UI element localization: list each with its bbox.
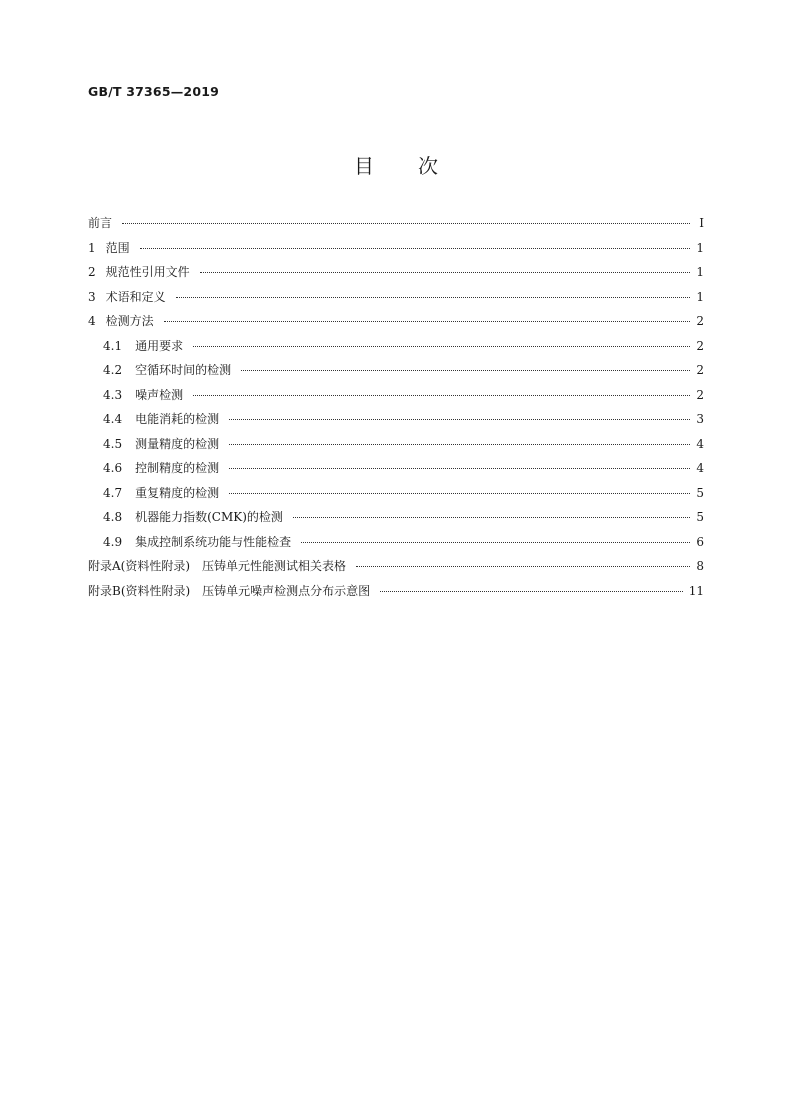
document-code: GB/T 37365—2019 (88, 84, 220, 99)
toc-entry-label: 规范性引用文件 (105, 265, 190, 279)
toc-entry-number: 1 (88, 240, 96, 255)
toc-entry-page: 6 (696, 534, 704, 549)
toc-dot-leader (293, 517, 690, 518)
toc-entry-page: 2 (696, 387, 704, 402)
toc-entry-label: 附录B(资料性附录) 压铸单元噪声检测点分布示意图 (88, 583, 371, 598)
toc-entry[interactable] (88, 410, 704, 435)
toc-entry-number: 4.8 (103, 510, 123, 524)
table-of-contents (88, 214, 704, 606)
toc-entry-number: 4.7 (103, 485, 123, 500)
toc-entry-number: 2 (88, 265, 96, 279)
toc-entry-page: 3 (696, 412, 704, 426)
toc-entry-page: 4 (696, 436, 704, 451)
toc-entry-number: 3 (88, 289, 96, 304)
toc-entry-label: 术语和定义 (105, 289, 166, 304)
toc-entry-label: 集成控制系统功能与性能检查 (135, 534, 292, 549)
toc-dot-leader (229, 493, 690, 494)
toc-entry-label: 控制精度的检测 (135, 461, 220, 475)
toc-dot-leader (356, 566, 690, 567)
toc-entry-number: 4.3 (103, 387, 123, 402)
toc-entry-label: 前言 (88, 216, 113, 230)
toc-dot-leader (176, 297, 690, 298)
toc-entry-label: 检测方法 (105, 314, 154, 328)
toc-dot-leader (140, 248, 690, 249)
toc-entry[interactable] (88, 435, 704, 460)
toc-entry-label: 噪声检测 (135, 387, 184, 402)
toc-entry-number: 4.1 (103, 338, 123, 353)
toc-entry[interactable] (88, 288, 704, 313)
toc-entry-label: 空循环时间的检测 (135, 363, 232, 377)
page-title: 目次 (354, 154, 482, 178)
toc-dot-leader (193, 346, 690, 347)
toc-entry-number: 4.9 (103, 534, 123, 549)
toc-entry-label: 范围 (105, 240, 130, 255)
toc-entry-page: 1 (696, 265, 704, 279)
toc-entry[interactable] (88, 214, 704, 239)
toc-dot-leader (241, 370, 690, 371)
toc-entry-label: 重复精度的检测 (135, 485, 220, 500)
toc-entry[interactable] (88, 508, 704, 533)
toc-entry-page: I (699, 216, 704, 230)
toc-entry-page: 1 (696, 240, 704, 255)
toc-dot-leader (164, 321, 690, 322)
toc-entry[interactable] (88, 533, 704, 558)
toc-entry-page: 2 (696, 314, 704, 328)
toc-entry-number: 4.5 (103, 436, 123, 451)
toc-entry[interactable] (88, 459, 704, 484)
toc-entry-number: 4.2 (103, 363, 123, 377)
toc-entry[interactable] (88, 239, 704, 264)
toc-entry-page: 11 (688, 583, 704, 598)
toc-dot-leader (229, 468, 690, 469)
toc-entry-page: 2 (696, 338, 704, 353)
toc-dot-leader (193, 395, 690, 396)
toc-entry-label: 测量精度的检测 (135, 436, 220, 451)
toc-dot-leader (229, 444, 690, 445)
toc-entry-page: 8 (696, 559, 704, 573)
toc-entry[interactable] (88, 263, 704, 288)
toc-entry[interactable] (88, 337, 704, 362)
toc-entry-label: 电能消耗的检测 (135, 412, 220, 426)
toc-dot-leader (122, 223, 690, 224)
toc-entry[interactable] (88, 361, 704, 386)
toc-dot-leader (380, 591, 683, 592)
toc-entry-label: 附录A(资料性附录) 压铸单元性能测试相关表格 (88, 559, 347, 573)
toc-entry-page: 1 (696, 289, 704, 304)
toc-entry[interactable] (88, 386, 704, 411)
toc-entry[interactable] (88, 312, 704, 337)
toc-entry-label: 机器能力指数(CMK)的检测 (135, 510, 283, 524)
toc-entry[interactable] (88, 582, 704, 607)
toc-entry-page: 4 (696, 461, 704, 475)
toc-entry-page: 5 (696, 510, 704, 524)
toc-entry-number: 4.6 (103, 461, 123, 475)
toc-entry-page: 2 (696, 363, 704, 377)
toc-entry-number: 4.4 (103, 412, 123, 426)
toc-entry[interactable] (88, 484, 704, 509)
toc-entry-number: 4 (88, 314, 96, 328)
toc-dot-leader (301, 542, 690, 543)
toc-entry[interactable] (88, 557, 704, 582)
toc-dot-leader (200, 272, 690, 273)
toc-dot-leader (229, 419, 690, 420)
toc-entry-page: 5 (696, 485, 704, 500)
toc-entry-label: 通用要求 (135, 338, 184, 353)
